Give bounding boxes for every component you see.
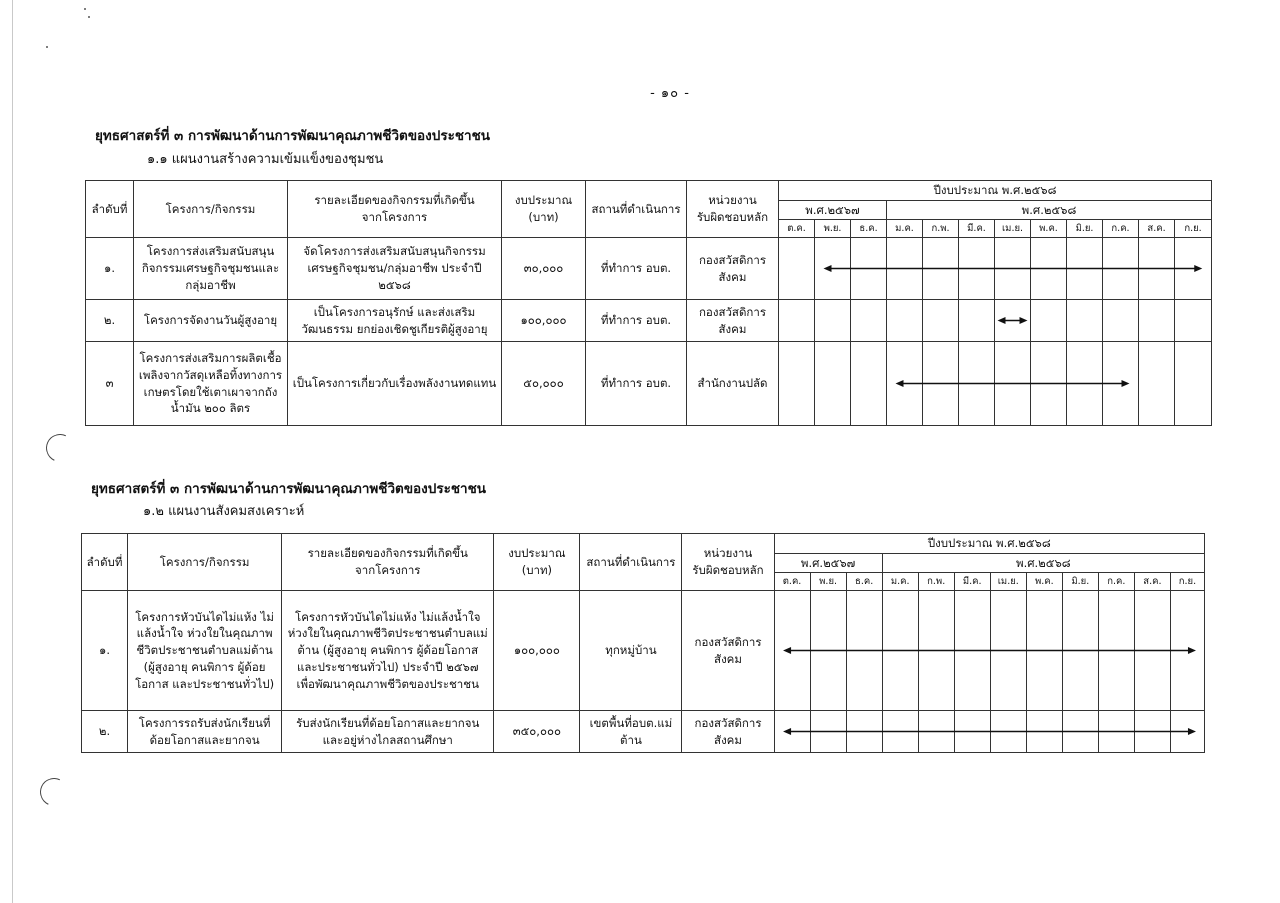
- cell-detail: รับส่งนักเรียนที่ด้อยโอกาสและยากจนและอยู่ห่างไกลสถานศึกษา: [282, 711, 494, 753]
- cell-month-timeline: [954, 591, 990, 711]
- cell-month-timeline: [1175, 300, 1212, 342]
- cell-month-timeline: [923, 342, 959, 426]
- cell-detail: เป็นโครงการเกี่ยวกับเรื่องพลังงานทดแทน: [288, 342, 502, 426]
- header-fiscal-year: ปีงบประมาณ พ.ศ.๒๕๖๘: [774, 534, 1204, 554]
- cell-month-timeline: [815, 342, 851, 426]
- header-month: ก.ค.: [1098, 573, 1134, 591]
- table-row: [82, 711, 1205, 753]
- cell-month-timeline: [1134, 711, 1170, 753]
- cell-month-timeline: [815, 238, 851, 300]
- header-location: สถานที่ดำเนินการ: [586, 181, 687, 238]
- cell-month-timeline: [774, 591, 810, 711]
- cell-order: ๒.: [82, 711, 128, 753]
- cell-month-timeline: [1026, 711, 1062, 753]
- cell-month-timeline: [1103, 300, 1139, 342]
- table-row: [86, 300, 1212, 342]
- scan-speck: [84, 8, 86, 10]
- cell-month-timeline: [995, 342, 1031, 426]
- header-budget: งบประมาณ (บาท): [502, 181, 586, 238]
- cell-month-timeline: [1139, 342, 1175, 426]
- cell-unit: กองสวัสดิการสังคม: [687, 238, 779, 300]
- header-order: ลำดับที่: [82, 534, 128, 591]
- plan-title: ๑.๑ แผนงานสร้างความเข้มแข็งของชุมชน: [147, 152, 384, 167]
- cell-month-timeline: [1103, 342, 1139, 426]
- header-year-prev: พ.ศ.๒๕๖๗: [774, 554, 882, 573]
- cell-month-timeline: [923, 300, 959, 342]
- cell-month-timeline: [779, 300, 815, 342]
- cell-month-timeline: [1067, 238, 1103, 300]
- cell-order: ๑.: [86, 238, 134, 300]
- cell-month-timeline: [959, 342, 995, 426]
- cell-unit: กองสวัสดิการสังคม: [682, 591, 774, 711]
- plan-table-community: [85, 180, 1212, 426]
- cell-month-timeline: [918, 591, 954, 711]
- cell-month-timeline: [923, 238, 959, 300]
- cell-project: โครงการจัดงานวันผู้สูงอายุ: [134, 300, 288, 342]
- cell-month-timeline: [779, 238, 815, 300]
- cell-month-timeline: [774, 711, 810, 753]
- cell-month-timeline: [810, 591, 846, 711]
- header-month: ก.ย.: [1170, 573, 1204, 591]
- page-edge: [12, 0, 13, 903]
- header-month: พ.ย.: [810, 573, 846, 591]
- cell-month-timeline: [1062, 591, 1098, 711]
- table-row: [86, 238, 1212, 300]
- cell-month-timeline: [882, 711, 918, 753]
- header-location: สถานที่ดำเนินการ: [580, 534, 682, 591]
- header-month: ธ.ค.: [851, 220, 887, 238]
- header-month: ม.ค.: [882, 573, 918, 591]
- cell-month-timeline: [959, 300, 995, 342]
- cell-month-timeline: [1139, 300, 1175, 342]
- header-month: ส.ค.: [1139, 220, 1175, 238]
- header-budget: งบประมาณ (บาท): [494, 534, 580, 591]
- cell-project: โครงการรถรับส่งนักเรียนที่ด้อยโอกาสและยากจน: [128, 711, 282, 753]
- cell-month-timeline: [846, 711, 882, 753]
- page-number: - ๑๐ -: [650, 86, 690, 101]
- cell-order: ๒.: [86, 300, 134, 342]
- cell-month-timeline: [1026, 591, 1062, 711]
- header-month: ต.ค.: [774, 573, 810, 591]
- header-month: มี.ค.: [959, 220, 995, 238]
- cell-order: ๑.: [82, 591, 128, 711]
- cell-month-timeline: [779, 342, 815, 426]
- header-month: ก.พ.: [923, 220, 959, 238]
- cell-month-timeline: [1031, 342, 1067, 426]
- cell-budget: ๓๐,๐๐๐: [502, 238, 586, 300]
- cell-month-timeline: [1067, 342, 1103, 426]
- cell-month-timeline: [1175, 238, 1212, 300]
- cell-month-timeline: [851, 300, 887, 342]
- cell-unit: กองสวัสดิการสังคม: [682, 711, 774, 753]
- cell-project: โครงการส่งเสริมสนับสนุนกิจกรรมเศรษฐกิจชุมชนและกลุ่มอาชีพ: [134, 238, 288, 300]
- cell-month-timeline: [1103, 238, 1139, 300]
- cell-month-timeline: [1031, 238, 1067, 300]
- cell-project: โครงการส่งเสริมการผลิตเชื้อเพลิงจากวัสดุเหลือทิ้งทางการเกษตรโดยใช้เตาเผาจากถังน้ำมัน ๒๐๐ ลิตร: [134, 342, 288, 426]
- cell-month-timeline: [995, 300, 1031, 342]
- header-month: ม.ค.: [887, 220, 923, 238]
- cell-location: ที่ทำการ อบต.: [586, 342, 687, 426]
- cell-month-timeline: [954, 711, 990, 753]
- header-month: ก.ย.: [1175, 220, 1212, 238]
- cell-month-timeline: [1098, 711, 1134, 753]
- plan-table-social-welfare: [81, 533, 1205, 753]
- header-month: มิ.ย.: [1062, 573, 1098, 591]
- cell-month-timeline: [1031, 300, 1067, 342]
- cell-project: โครงการหัวบันไดไม่แห้ง ไม่แล้งน้ำใจ ห่วงใยในคุณภาพชีวิตประชาชนตำบลแม่ต้าน (ผู้สูงอายุ คนพิการ ผู้ด้อยโอกาส และประชาชนทั่วไป): [128, 591, 282, 711]
- cell-month-timeline: [815, 300, 851, 342]
- cell-budget: ๕๐,๐๐๐: [502, 342, 586, 426]
- header-month: ต.ค.: [779, 220, 815, 238]
- header-month: พ.ค.: [1031, 220, 1067, 238]
- cell-detail: โครงการหัวบันไดไม่แห้ง ไม่แล้งน้ำใจ ห่วงใยในคุณภาพชีวิตประชาชนตำบลแม่ต้าน (ผู้สูงอายุ คนพิการ ผู้ด้อยโอกาส และประชาชนทั่วไป) ประจำปี ๒๕๖๗ เพื่อพัฒนาคุณภาพชีวิตของประชาชน: [282, 591, 494, 711]
- cell-budget: ๑๐๐,๐๐๐: [494, 591, 580, 711]
- plan-title: ๑.๒ แผนงานสังคมสงเคราะห์: [143, 504, 305, 519]
- cell-location: ที่ทำการ อบต.: [586, 238, 687, 300]
- cell-month-timeline: [995, 238, 1031, 300]
- cell-month-timeline: [959, 238, 995, 300]
- cell-detail: จัดโครงการส่งเสริมสนับสนุนกิจกรรมเศรษฐกิจชุมชน/กลุ่มอาชีพ ประจำปี ๒๕๖๘: [288, 238, 502, 300]
- cell-month-timeline: [1170, 711, 1204, 753]
- cell-month-timeline: [810, 711, 846, 753]
- cell-budget: ๓๕๐,๐๐๐: [494, 711, 580, 753]
- scan-speck: [46, 46, 48, 48]
- strategy-title: ยุทธศาสตร์ที่ ๓ การพัฒนาด้านการพัฒนาคุณภาพชีวิตของประชาชน: [91, 481, 486, 497]
- cell-month-timeline: [1098, 591, 1134, 711]
- header-project: โครงการ/กิจกรรม: [134, 181, 288, 238]
- header-month: พ.ย.: [815, 220, 851, 238]
- cell-budget: ๑๐๐,๐๐๐: [502, 300, 586, 342]
- punch-hole: [36, 774, 72, 810]
- header-month: มิ.ย.: [1067, 220, 1103, 238]
- header-month: ก.พ.: [918, 573, 954, 591]
- header-month: พ.ค.: [1026, 573, 1062, 591]
- cell-location: ทุกหมู่บ้าน: [580, 591, 682, 711]
- header-detail: รายละเอียดของกิจกรรมที่เกิดขึ้น จากโครงการ: [288, 181, 502, 238]
- cell-month-timeline: [1062, 711, 1098, 753]
- header-month: เม.ย.: [995, 220, 1031, 238]
- header-fiscal-year: ปีงบประมาณ พ.ศ.๒๕๖๘: [779, 181, 1212, 201]
- header-month: ธ.ค.: [846, 573, 882, 591]
- cell-month-timeline: [1170, 591, 1204, 711]
- table-row: [82, 591, 1205, 711]
- header-order: ลำดับที่: [86, 181, 134, 238]
- punch-hole: [42, 430, 78, 466]
- header-unit: หน่วยงาน รับผิดชอบหลัก: [687, 181, 779, 238]
- cell-unit: สำนักงานปลัด: [687, 342, 779, 426]
- cell-month-timeline: [1134, 591, 1170, 711]
- cell-month-timeline: [887, 300, 923, 342]
- cell-month-timeline: [1139, 238, 1175, 300]
- cell-month-timeline: [887, 238, 923, 300]
- cell-location: ที่ทำการ อบต.: [586, 300, 687, 342]
- cell-month-timeline: [851, 342, 887, 426]
- cell-month-timeline: [1175, 342, 1212, 426]
- header-year-curr: พ.ศ.๒๕๖๘: [882, 554, 1204, 573]
- scan-speck: [88, 16, 90, 18]
- strategy-title: ยุทธศาสตร์ที่ ๓ การพัฒนาด้านการพัฒนาคุณภาพชีวิตของประชาชน: [95, 128, 490, 144]
- table-row: [86, 342, 1212, 426]
- cell-order: ๓: [86, 342, 134, 426]
- cell-month-timeline: [990, 711, 1026, 753]
- header-month: ส.ค.: [1134, 573, 1170, 591]
- cell-month-timeline: [846, 591, 882, 711]
- header-month: เม.ย.: [990, 573, 1026, 591]
- cell-month-timeline: [918, 711, 954, 753]
- cell-detail: เป็นโครงการอนุรักษ์ และส่งเสริมวัฒนธรรม ยกย่องเชิดชูเกียรติผู้สูงอายุ: [288, 300, 502, 342]
- cell-location: เขตพื้นที่อบต.แม่ต้าน: [580, 711, 682, 753]
- header-detail: รายละเอียดของกิจกรรมที่เกิดขึ้น จากโครงการ: [282, 534, 494, 591]
- header-unit: หน่วยงาน รับผิดชอบหลัก: [682, 534, 774, 591]
- cell-month-timeline: [990, 591, 1026, 711]
- cell-month-timeline: [1067, 300, 1103, 342]
- header-month: มี.ค.: [954, 573, 990, 591]
- cell-month-timeline: [887, 342, 923, 426]
- header-year-curr: พ.ศ.๒๕๖๘: [887, 201, 1212, 220]
- header-year-prev: พ.ศ.๒๕๖๗: [779, 201, 887, 220]
- header-month: ก.ค.: [1103, 220, 1139, 238]
- cell-unit: กองสวัสดิการสังคม: [687, 300, 779, 342]
- cell-month-timeline: [882, 591, 918, 711]
- cell-month-timeline: [851, 238, 887, 300]
- header-project: โครงการ/กิจกรรม: [128, 534, 282, 591]
